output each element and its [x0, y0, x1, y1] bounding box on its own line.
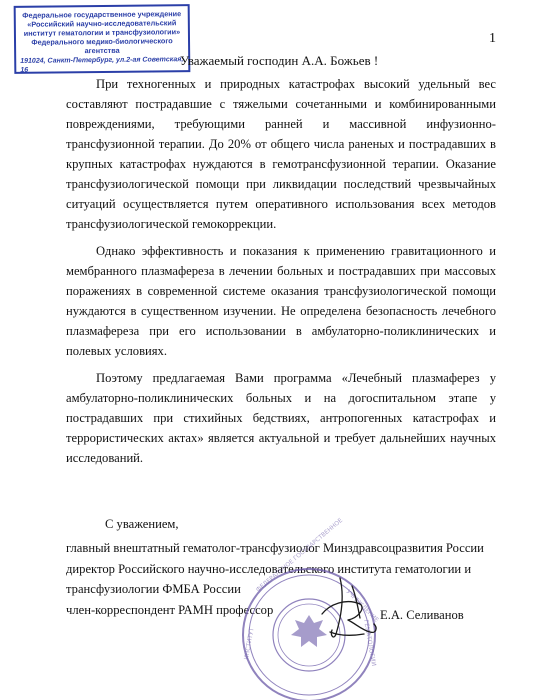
signer-title-line: трансфузиологии ФМБА России — [66, 582, 241, 596]
stamp-line: «Российский научно-исследовательский — [27, 18, 177, 29]
svg-text:ГЕМАТОЛОГИИ: ГЕМАТОЛОГИИ — [362, 619, 378, 667]
body-paragraph: При техногенных и природных катастрофах высокий удельный вес составляют пострадавшие с тяжелыми сочетанными и комбинированными повреждениями, требующими ранней и массивной инфузионно-трансфузионной терапии. До 20% от общего числа раненых и пострадавших в крупных катастрофах нуждаются в гемотрансфузионной терапии. Оказание трансфузиологической помощи при ликвидации последствий чрезвычайных ситуаций осуществляется путем оперативного использования всех методов трансфузиологической гемокоррекции. — [66, 77, 496, 231]
signer-title-line: главный внештатный гематолог-трансфузиолог Минздравсоцразвития России — [66, 541, 484, 555]
closing-phrase: С уважением, — [105, 517, 179, 531]
signer-title-line: директор Российского научно-исследовательского института гематологии и — [66, 561, 472, 576]
stamp-line: Федеральное государственное учреждение — [22, 9, 182, 20]
body-paragraph: Однако эффективность и показания к применению гравитационного и мембранного плазмафереза в лечении больных и пострадавших при массовых поражениях в современной системе оказания трансфузиологической помощи нуждаются в существенном изучении. Не определена безопасность лечебного плазмафереза при его использовании в амбулаторно-поликлинических и полевых условиях. — [66, 244, 496, 358]
stamp-address: 191024, Санкт-Петербург, ул.2-ая Советская, 16 — [20, 56, 184, 74]
stamp-line: Федерального медико-биологического — [31, 36, 173, 47]
handwritten-signature-icon — [300, 574, 382, 644]
salutation: Уважаемый господин А.А. Божьев ! — [180, 53, 379, 68]
body-paragraph: Поэтому предлагаемая Вами программа «Лечебный плазмаферез у амбулаторно-поликлинических больных и на догоспитальном этапе у пострадавших при стихийных бедствиях, антропогенных катастрофах и террористических актах» является актуальной и требует дальнейших научных исследований. — [66, 371, 496, 465]
institution-header-stamp — [14, 4, 191, 74]
letter-body — [66, 74, 496, 475]
svg-text:УЧРЕЖДЕНИЕ: УЧРЕЖДЕНИЕ — [344, 588, 380, 624]
svg-text:ФЕДЕРАЛЬНОЕ ГОСУДАРСТВЕННОЕ: ФЕДЕРАЛЬНОЕ ГОСУДАРСТВЕННОЕ — [254, 517, 345, 594]
stamp-line: агентства — [84, 45, 120, 56]
signer-name: Е.А. Селиванов — [380, 608, 464, 622]
signer-title-line: член-корреспондент РАМН профессор — [66, 602, 274, 617]
stamp-line: институт гематологии и трансфузиологии» — [23, 27, 181, 38]
page-number: 1 — [489, 31, 496, 46]
svg-text:ИНСТИТУТ: ИНСТИТУТ — [243, 627, 256, 661]
